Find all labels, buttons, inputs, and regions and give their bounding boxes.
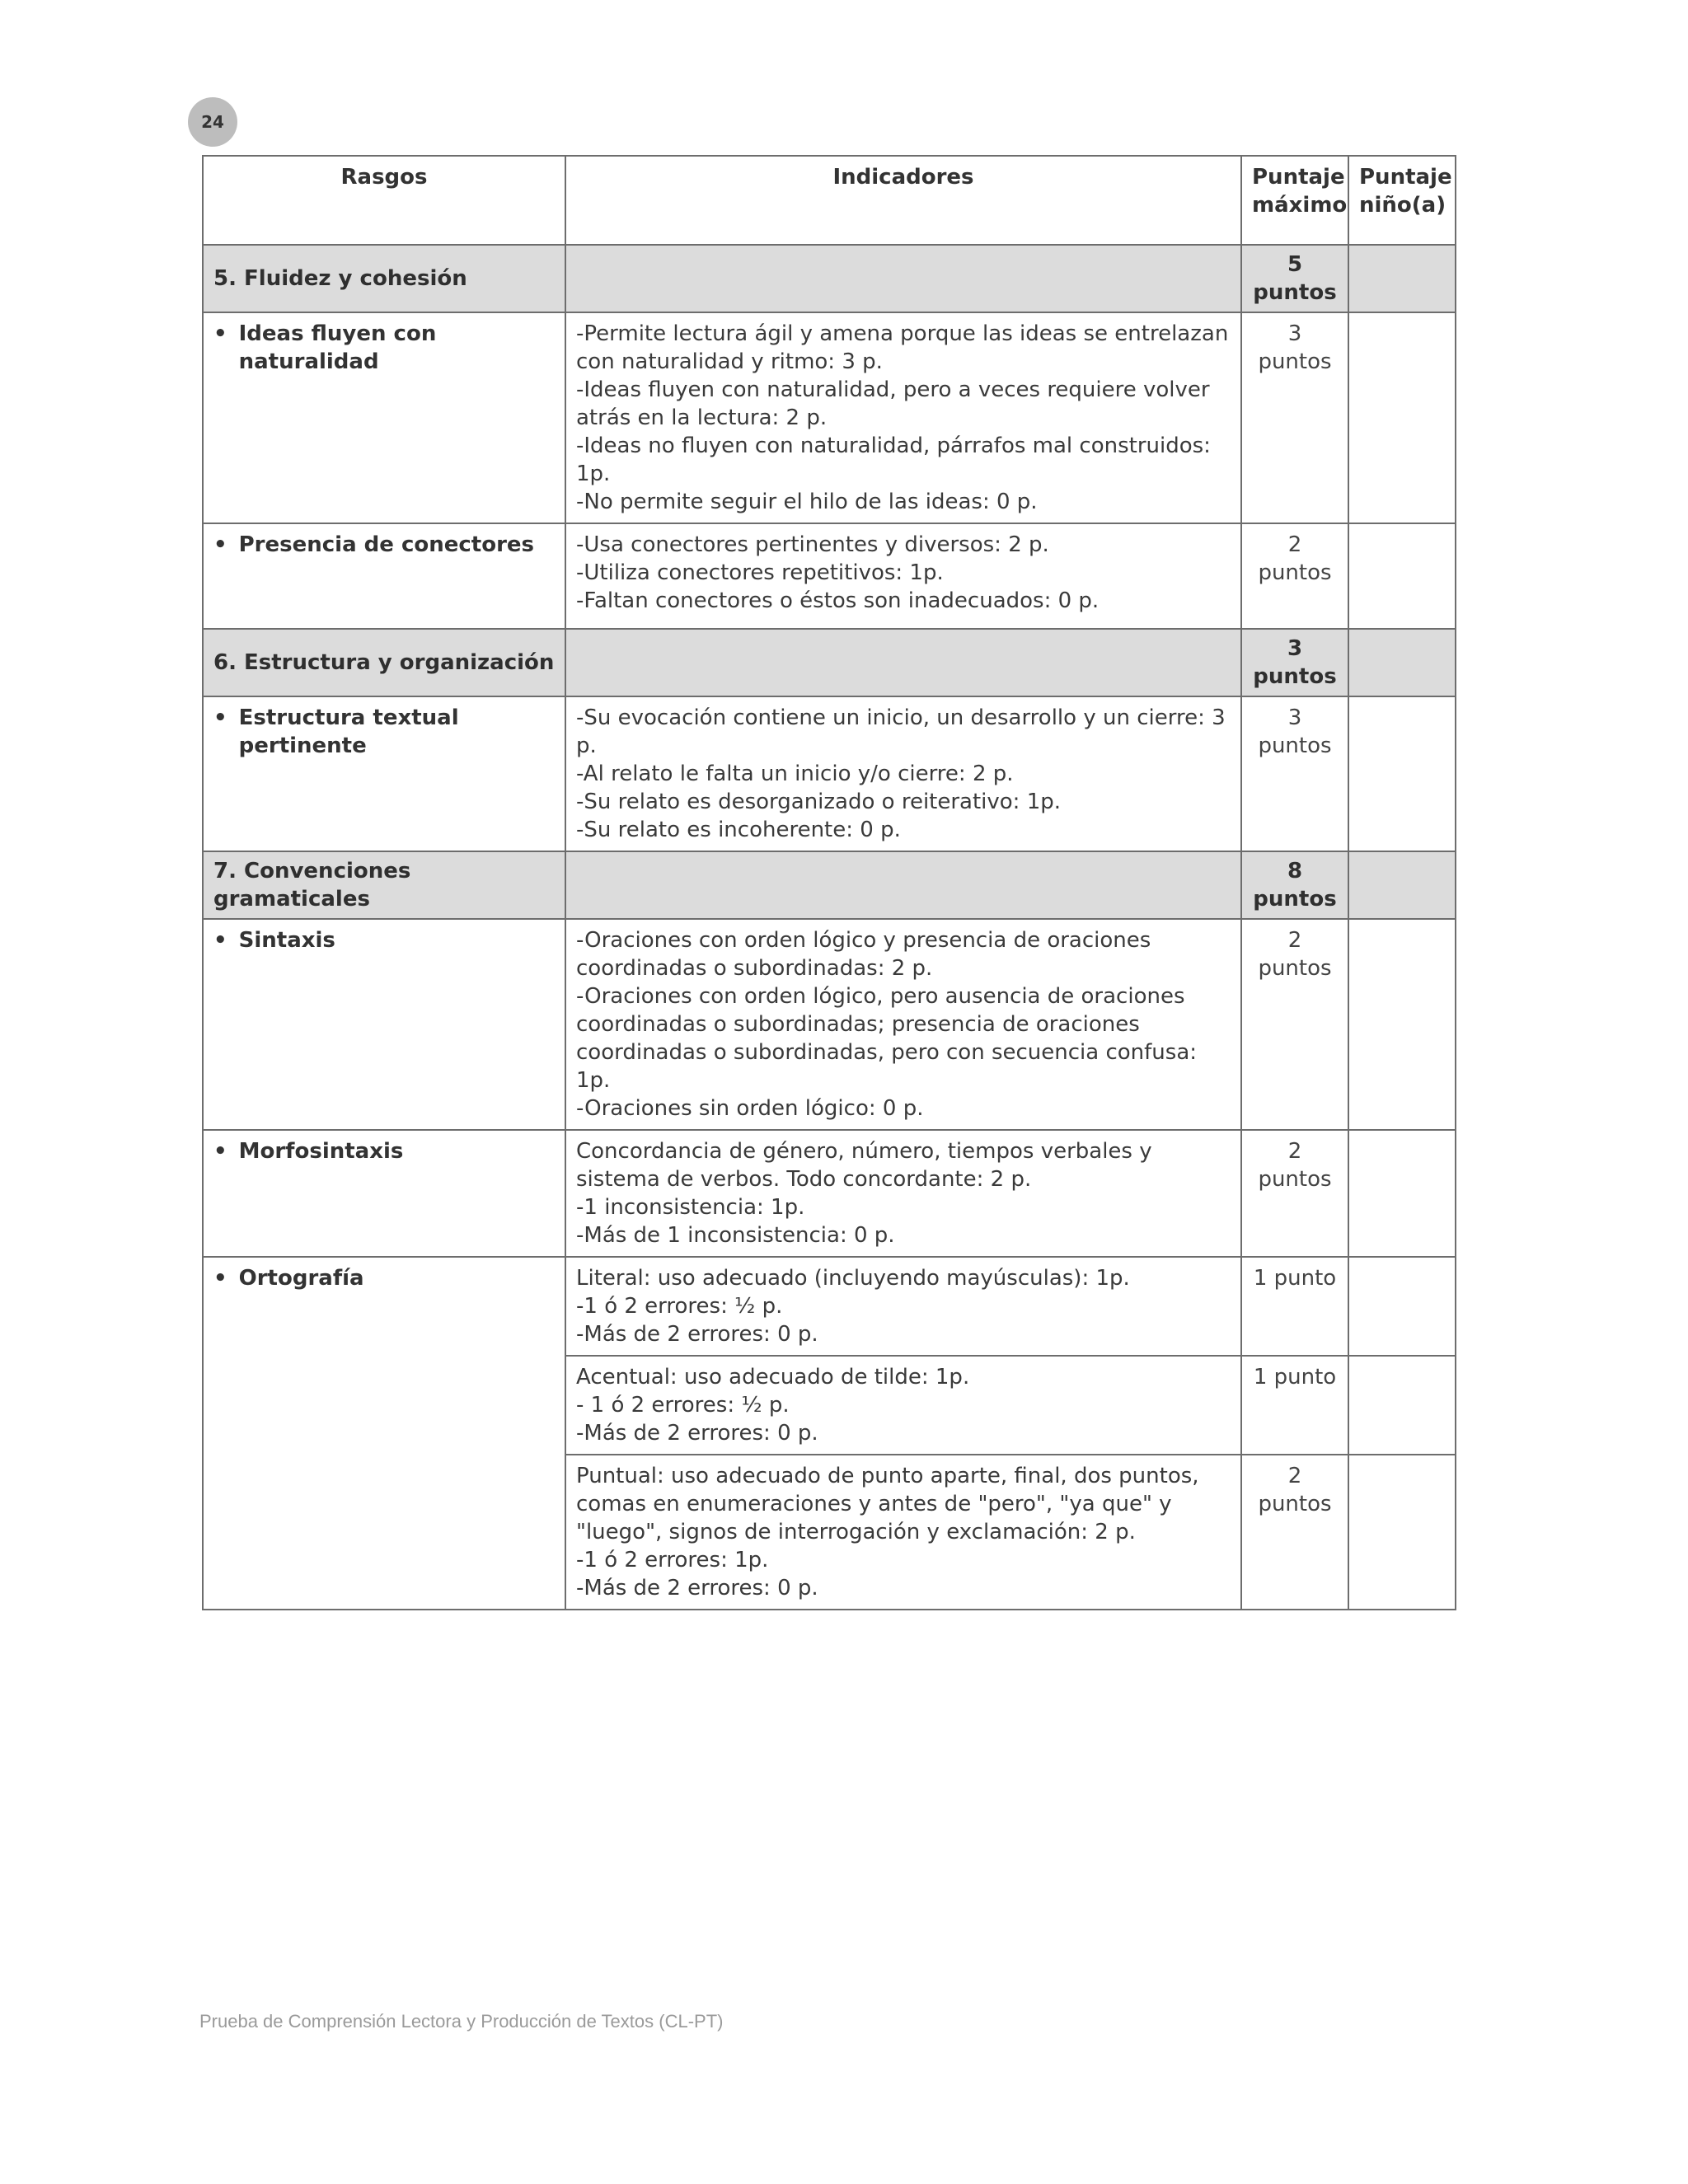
indicators-cell: Acentual: uso adecuado de tilde: 1p. - 1 ó 2 errores: ½ p. -Más de 2 errores: 0 p.	[565, 1356, 1241, 1455]
max-points: 3 puntos	[1241, 312, 1348, 523]
trait-label: Sintaxis	[238, 928, 335, 953]
bullet-icon: •	[213, 1266, 227, 1291]
indicators-cell: Puntual: uso adecuado de punto aparte, final, dos puntos, comas en enumeraciones y antes de "pero", "ya que" y "luego", signos de interrogación y exclamación: 2 p. -1 ó 2 errores: 1p. -Más de 2 errores: 0 p.	[565, 1455, 1241, 1610]
trait-label: Estructura textual pertinente	[238, 705, 459, 758]
indicators-cell: Concordancia de género, número, tiempos verbales y sistema de verbos. Todo concordante: 2 p. -1 inconsistencia: 1p. -Más de 1 inconsistencia: 0 p.	[565, 1130, 1241, 1257]
page-footer: Prueba de Comprensión Lectora y Producción de Textos (CL-PT)	[199, 2011, 724, 2032]
table-row	[203, 919, 1456, 1130]
trait-label: Ideas fluyen con naturalidad	[238, 321, 437, 374]
section-points: 8 puntos	[1241, 851, 1348, 919]
max-points: 1 punto	[1241, 1257, 1348, 1356]
table-header-row	[203, 156, 1456, 245]
section-points: 5 puntos	[1241, 245, 1348, 312]
header-indicadores: Indicadores	[565, 156, 1241, 245]
child-score-cell[interactable]	[1348, 696, 1456, 851]
header-puntaje-nino: Puntaje niño(a)	[1348, 156, 1456, 245]
trait-label: Ortografía	[238, 1266, 364, 1291]
child-score-cell[interactable]	[1348, 312, 1456, 523]
section-title: 5. Fluidez y cohesión	[203, 245, 565, 312]
bullet-icon: •	[213, 705, 227, 730]
child-score-cell[interactable]	[1348, 1257, 1456, 1356]
max-points: 2 puntos	[1241, 1130, 1348, 1257]
indicators-cell: -Su evocación contiene un inicio, un desarrollo y un cierre: 3 p. -Al relato le falta un inicio y/o cierre: 2 p. -Su relato es desorganizado o reiterativo: 1p. -Su relato es incoherente: 0 p.	[565, 696, 1241, 851]
bullet-icon: •	[213, 928, 227, 953]
indicators-cell: Literal: uso adecuado (incluyendo mayúsculas): 1p. -1 ó 2 errores: ½ p. -Más de 2 errores: 0 p.	[565, 1257, 1241, 1356]
trait-label: Presencia de conectores	[238, 532, 535, 557]
table-row	[203, 1257, 1456, 1356]
max-points: 2 puntos	[1241, 523, 1348, 629]
max-points: 3 puntos	[1241, 696, 1348, 851]
max-points: 2 puntos	[1241, 919, 1348, 1130]
indicators-cell: -Oraciones con orden lógico y presencia de oraciones coordinadas o subordinadas: 2 p. -Oraciones con orden lógico, pero ausencia de oraciones coordinadas o subordinadas; presencia de oraciones coordinadas o subordinadas, pero con secuencia confusa: 1p. -Oraciones sin orden lógico: 0 p.	[565, 919, 1241, 1130]
max-points: 2 puntos	[1241, 1455, 1348, 1610]
section-row	[203, 629, 1456, 696]
table-row	[203, 1130, 1456, 1257]
table-row	[203, 696, 1456, 851]
section-row	[203, 851, 1456, 919]
child-score-cell[interactable]	[1348, 919, 1456, 1130]
section-row	[203, 245, 1456, 312]
table-row	[203, 312, 1456, 523]
child-score-cell[interactable]	[1348, 1130, 1456, 1257]
indicators-cell: -Permite lectura ágil y amena porque las ideas se entrelazan con naturalidad y ritmo: 3 p. -Ideas fluyen con naturalidad, pero a veces requiere volver atrás en la lectura: 2 p. -Ideas no fluyen con naturalidad, párrafos mal construidos: 1p. -No permite seguir el hilo de las ideas: 0 p.	[565, 312, 1241, 523]
bullet-icon: •	[213, 1139, 227, 1164]
max-points: 1 punto	[1241, 1356, 1348, 1455]
table-row	[203, 523, 1456, 629]
indicators-cell: -Usa conectores pertinentes y diversos: 2 p. -Utiliza conectores repetitivos: 1p. -Faltan conectores o éstos son inadecuados: 0 p.	[565, 523, 1241, 629]
child-score-cell[interactable]	[1348, 523, 1456, 629]
section-title: 7. Convenciones gramaticales	[203, 851, 565, 919]
bullet-icon: •	[213, 532, 227, 557]
header-puntaje-maximo: Puntaje máximo	[1241, 156, 1348, 245]
section-points: 3 puntos	[1241, 629, 1348, 696]
bullet-icon: •	[213, 321, 227, 346]
rubric-table	[202, 155, 1456, 1610]
child-score-cell[interactable]	[1348, 1455, 1456, 1610]
child-score-cell[interactable]	[1348, 1356, 1456, 1455]
trait-label: Morfosintaxis	[238, 1139, 404, 1164]
header-rasgos: Rasgos	[203, 156, 565, 245]
page-number: 24	[188, 97, 237, 147]
section-title: 6. Estructura y organización	[203, 629, 565, 696]
